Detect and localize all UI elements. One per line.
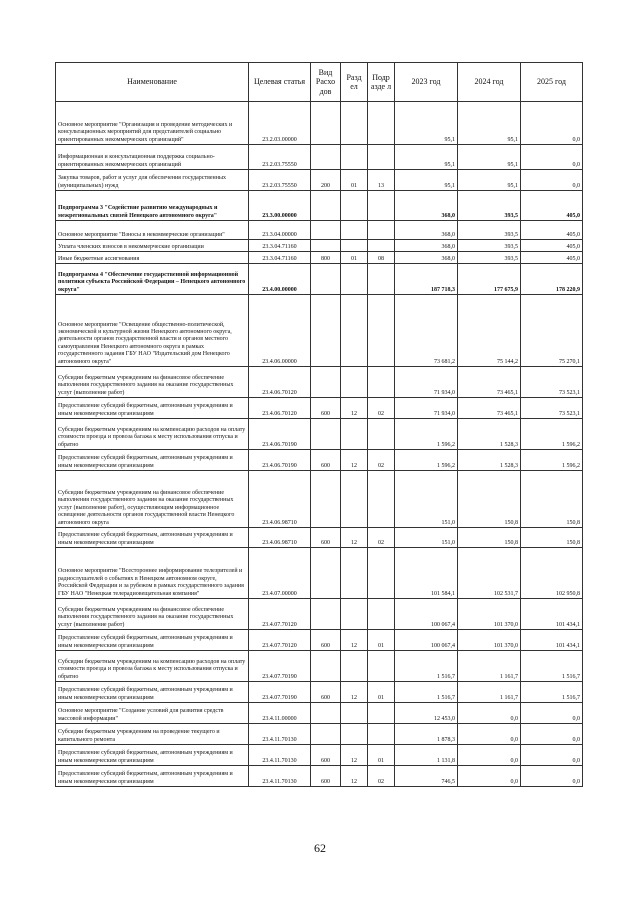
cell-expense-type bbox=[311, 703, 341, 724]
cell-subsection bbox=[368, 102, 395, 145]
cell-section bbox=[341, 471, 368, 528]
cell-expense-type: 200 bbox=[311, 170, 341, 191]
table-row bbox=[56, 295, 583, 367]
cell-year-2023: 1 516,7 bbox=[395, 682, 458, 703]
cell-year-2024: 1 161,7 bbox=[458, 682, 521, 703]
cell-year-2024: 1 528,3 bbox=[458, 419, 521, 450]
cell-subsection bbox=[368, 471, 395, 528]
cell-year-2025: 1 516,7 bbox=[521, 651, 583, 682]
cell-section: 12 bbox=[341, 398, 368, 419]
table-row bbox=[56, 145, 583, 170]
table-row bbox=[56, 471, 583, 528]
cell-year-2023: 187 718,3 bbox=[395, 264, 458, 295]
cell-year-2025: 1 596,2 bbox=[521, 419, 583, 450]
table-row bbox=[56, 240, 583, 252]
cell-target-article: 23.4.07.70190 bbox=[249, 651, 311, 682]
cell-target-article: 23.3.00.00000 bbox=[249, 191, 311, 221]
cell-year-2024: 0,0 bbox=[458, 745, 521, 766]
cell-name: Иные бюджетные ассигнования bbox=[56, 252, 249, 264]
cell-year-2024: 150,8 bbox=[458, 471, 521, 528]
cell-expense-type bbox=[311, 367, 341, 398]
cell-year-2023: 368,0 bbox=[395, 240, 458, 252]
cell-subsection bbox=[368, 145, 395, 170]
table-body bbox=[56, 102, 583, 787]
cell-name: Предоставление субсидий бюджетным, автономным учреждениям и иным некоммерческим организациям bbox=[56, 398, 249, 419]
cell-expense-type: 600 bbox=[311, 766, 341, 787]
cell-year-2024: 95,1 bbox=[458, 145, 521, 170]
cell-year-2025: 73 523,1 bbox=[521, 367, 583, 398]
cell-name: Закупка товаров, работ и услуг для обеспечения государственных (муниципальных) нужд bbox=[56, 170, 249, 191]
cell-target-article: 23.4.06.70190 bbox=[249, 419, 311, 450]
cell-name: Предоставление субсидий бюджетным, автономным учреждениям и иным некоммерческим организациям bbox=[56, 682, 249, 703]
table-row bbox=[56, 745, 583, 766]
cell-expense-type bbox=[311, 264, 341, 295]
cell-name: Подпрограмма 4 "Обеспечение государственной информационной политики субъекта Российской Федерации – Ненецкого автономного округа" bbox=[56, 264, 249, 295]
cell-expense-type bbox=[311, 221, 341, 240]
header-target-article: Целевая статья bbox=[249, 63, 311, 102]
cell-expense-type: 600 bbox=[311, 630, 341, 651]
cell-subsection bbox=[368, 191, 395, 221]
cell-target-article: 23.4.07.00000 bbox=[249, 548, 311, 599]
cell-name: Предоставление субсидий бюджетным, автономным учреждениям и иным некоммерческим организациям bbox=[56, 745, 249, 766]
cell-target-article: 23.4.11.70130 bbox=[249, 745, 311, 766]
cell-expense-type bbox=[311, 548, 341, 599]
cell-year-2023: 368,0 bbox=[395, 191, 458, 221]
cell-name: Информационная и консультационная поддержка социально-ориентированных некоммерческих организаций bbox=[56, 145, 249, 170]
cell-target-article: 23.4.07.70120 bbox=[249, 630, 311, 651]
table-row bbox=[56, 398, 583, 419]
header-name: Наименование bbox=[56, 63, 249, 102]
cell-year-2024: 102 531,7 bbox=[458, 548, 521, 599]
cell-year-2024: 393,5 bbox=[458, 221, 521, 240]
cell-year-2023: 95,1 bbox=[395, 145, 458, 170]
cell-year-2023: 12 453,0 bbox=[395, 703, 458, 724]
cell-name: Предоставление субсидий бюджетным, автономным учреждениям и иным некоммерческим организациям bbox=[56, 630, 249, 651]
cell-year-2025: 405,0 bbox=[521, 191, 583, 221]
cell-section bbox=[341, 703, 368, 724]
cell-year-2024: 393,5 bbox=[458, 240, 521, 252]
cell-name: Основное мероприятие "Организация и проведение методических и консультационных мероприятий для представителей социально ориентированных некоммерческих организаций" bbox=[56, 102, 249, 145]
cell-expense-type bbox=[311, 471, 341, 528]
cell-target-article: 23.4.06.00000 bbox=[249, 295, 311, 367]
table-row bbox=[56, 450, 583, 471]
cell-expense-type bbox=[311, 724, 341, 745]
cell-expense-type bbox=[311, 240, 341, 252]
table-row bbox=[56, 651, 583, 682]
cell-target-article: 23.2.03.00000 bbox=[249, 102, 311, 145]
cell-subsection: 01 bbox=[368, 630, 395, 651]
cell-target-article: 23.4.11.70130 bbox=[249, 724, 311, 745]
cell-year-2024: 1 528,3 bbox=[458, 450, 521, 471]
cell-year-2023: 95,1 bbox=[395, 102, 458, 145]
cell-year-2024: 95,1 bbox=[458, 170, 521, 191]
cell-subsection bbox=[368, 548, 395, 599]
cell-expense-type bbox=[311, 191, 341, 221]
table-row bbox=[56, 252, 583, 264]
cell-year-2023: 100 067,4 bbox=[395, 599, 458, 630]
cell-expense-type: 600 bbox=[311, 528, 341, 548]
cell-section bbox=[341, 724, 368, 745]
cell-expense-type bbox=[311, 295, 341, 367]
cell-section: 12 bbox=[341, 450, 368, 471]
budget-table bbox=[55, 62, 583, 787]
cell-name: Основное мероприятие "Создание условий для развития средств массовой информации" bbox=[56, 703, 249, 724]
cell-year-2024: 95,1 bbox=[458, 102, 521, 145]
cell-year-2023: 1 131,8 bbox=[395, 745, 458, 766]
table-row bbox=[56, 170, 583, 191]
cell-expense-type: 600 bbox=[311, 398, 341, 419]
cell-expense-type: 600 bbox=[311, 450, 341, 471]
cell-year-2025: 0,0 bbox=[521, 724, 583, 745]
cell-section bbox=[341, 221, 368, 240]
cell-year-2024: 75 144,2 bbox=[458, 295, 521, 367]
cell-name: Субсидии бюджетным учреждениям на финансовое обеспечение выполнения государственного задания на оказание государственных услуг (выполнение работ), осуществляющим информационное освещение деятельности органов государственной власти Ненецкого автономного округа bbox=[56, 471, 249, 528]
cell-target-article: 23.3.04.71160 bbox=[249, 252, 311, 264]
table-row bbox=[56, 419, 583, 450]
cell-year-2024: 1 161,7 bbox=[458, 651, 521, 682]
cell-expense-type: 600 bbox=[311, 682, 341, 703]
cell-year-2023: 101 584,1 bbox=[395, 548, 458, 599]
cell-year-2024: 0,0 bbox=[458, 766, 521, 787]
cell-year-2025: 405,0 bbox=[521, 221, 583, 240]
table-row bbox=[56, 682, 583, 703]
cell-subsection: 08 bbox=[368, 252, 395, 264]
cell-target-article: 23.4.00.00000 bbox=[249, 264, 311, 295]
cell-name: Предоставление субсидий бюджетным, автономным учреждениям и иным некоммерческим организациям bbox=[56, 450, 249, 471]
header-year-2023: 2023 год bbox=[395, 63, 458, 102]
cell-subsection bbox=[368, 367, 395, 398]
cell-year-2025: 150,8 bbox=[521, 471, 583, 528]
cell-target-article: 23.4.06.98710 bbox=[249, 471, 311, 528]
cell-target-article: 23.2.03.75550 bbox=[249, 145, 311, 170]
cell-subsection bbox=[368, 221, 395, 240]
cell-subsection bbox=[368, 295, 395, 367]
table-row bbox=[56, 367, 583, 398]
cell-year-2025: 150,8 bbox=[521, 528, 583, 548]
cell-subsection: 02 bbox=[368, 766, 395, 787]
table-row bbox=[56, 102, 583, 145]
cell-target-article: 23.4.06.70120 bbox=[249, 367, 311, 398]
cell-section bbox=[341, 191, 368, 221]
table-row bbox=[56, 724, 583, 745]
cell-year-2025: 101 434,1 bbox=[521, 599, 583, 630]
cell-target-article: 23.4.11.70130 bbox=[249, 766, 311, 787]
cell-section bbox=[341, 240, 368, 252]
cell-subsection bbox=[368, 419, 395, 450]
header-section: Разд ел bbox=[341, 63, 368, 102]
cell-name: Субсидии бюджетным учреждениям на проведение текущего и капитального ремонта bbox=[56, 724, 249, 745]
table-row bbox=[56, 221, 583, 240]
cell-name: Уплата членских взносов в некоммерческие организации bbox=[56, 240, 249, 252]
cell-target-article: 23.4.07.70120 bbox=[249, 599, 311, 630]
cell-subsection bbox=[368, 651, 395, 682]
cell-section: 01 bbox=[341, 252, 368, 264]
cell-section bbox=[341, 295, 368, 367]
cell-subsection bbox=[368, 724, 395, 745]
cell-section bbox=[341, 651, 368, 682]
cell-name: Основное мероприятие "Всестороннее информирование телезрителей и радиослушателей о событиях в Ненецком автономном округе, Российской Федерации и за рубежом в рамках государственного задания ГБУ НАО "Ненецкая телерадиовещательная компания" bbox=[56, 548, 249, 599]
cell-year-2025: 102 950,8 bbox=[521, 548, 583, 599]
cell-section: 12 bbox=[341, 682, 368, 703]
cell-expense-type bbox=[311, 102, 341, 145]
cell-year-2024: 0,0 bbox=[458, 703, 521, 724]
cell-target-article: 23.4.07.70190 bbox=[249, 682, 311, 703]
cell-year-2025: 1 516,7 bbox=[521, 682, 583, 703]
cell-year-2024: 393,5 bbox=[458, 191, 521, 221]
table-row bbox=[56, 703, 583, 724]
cell-year-2024: 393,5 bbox=[458, 252, 521, 264]
cell-year-2025: 0,0 bbox=[521, 745, 583, 766]
cell-name: Подпрограмма 3 "Содействие развитию международных и межрегиональных связей Ненецкого автономного округа" bbox=[56, 191, 249, 221]
cell-section bbox=[341, 599, 368, 630]
cell-year-2023: 71 934,0 bbox=[395, 398, 458, 419]
cell-year-2023: 368,0 bbox=[395, 221, 458, 240]
cell-target-article: 23.3.04.00000 bbox=[249, 221, 311, 240]
cell-year-2025: 75 270,1 bbox=[521, 295, 583, 367]
cell-year-2023: 1 596,2 bbox=[395, 450, 458, 471]
cell-section bbox=[341, 264, 368, 295]
table-row bbox=[56, 548, 583, 599]
header-year-2025: 2025 год bbox=[521, 63, 583, 102]
cell-section bbox=[341, 145, 368, 170]
cell-year-2024: 73 465,1 bbox=[458, 398, 521, 419]
cell-expense-type: 600 bbox=[311, 745, 341, 766]
cell-target-article: 23.3.04.71160 bbox=[249, 240, 311, 252]
cell-year-2023: 746,5 bbox=[395, 766, 458, 787]
cell-year-2025: 0,0 bbox=[521, 703, 583, 724]
cell-name: Предоставление субсидий бюджетным, автономным учреждениям и иным некоммерческим организациям bbox=[56, 766, 249, 787]
page-number: 62 bbox=[314, 841, 326, 855]
cell-expense-type bbox=[311, 599, 341, 630]
cell-section: 12 bbox=[341, 745, 368, 766]
cell-name: Основное мероприятие "Освещение общественно-политической, экономической и культурной жизни Ненецкого автономного округа, деятельности органов государственной власти и органов местного самоуправления Ненецкого автономного округа в рамках государственного задания ГБУ НАО "Издательский дом Ненецкого автономного округа" bbox=[56, 295, 249, 367]
cell-year-2024: 101 370,0 bbox=[458, 630, 521, 651]
cell-year-2023: 100 067,4 bbox=[395, 630, 458, 651]
table-row bbox=[56, 264, 583, 295]
cell-year-2023: 1 878,3 bbox=[395, 724, 458, 745]
cell-section bbox=[341, 102, 368, 145]
table-row bbox=[56, 766, 583, 787]
table-header-row bbox=[56, 63, 583, 102]
cell-year-2025: 1 596,2 bbox=[521, 450, 583, 471]
cell-target-article: 23.4.06.98710 bbox=[249, 528, 311, 548]
cell-subsection bbox=[368, 599, 395, 630]
cell-year-2024: 101 370,0 bbox=[458, 599, 521, 630]
cell-year-2025: 0,0 bbox=[521, 145, 583, 170]
table-row bbox=[56, 528, 583, 548]
cell-section bbox=[341, 367, 368, 398]
cell-subsection: 02 bbox=[368, 528, 395, 548]
header-expense-type: Вид Расхо дов bbox=[311, 63, 341, 102]
cell-target-article: 23.4.11.00000 bbox=[249, 703, 311, 724]
cell-year-2025: 178 220,9 bbox=[521, 264, 583, 295]
header-subsection: Подр азде л bbox=[368, 63, 395, 102]
cell-expense-type bbox=[311, 145, 341, 170]
cell-name: Субсидии бюджетным учреждениям на финансовое обеспечение выполнения государственного задания на оказание государственных услуг (выполнение работ) bbox=[56, 599, 249, 630]
cell-year-2024: 0,0 bbox=[458, 724, 521, 745]
cell-subsection: 01 bbox=[368, 745, 395, 766]
cell-year-2023: 71 934,0 bbox=[395, 367, 458, 398]
cell-year-2024: 73 465,1 bbox=[458, 367, 521, 398]
cell-year-2025: 101 434,1 bbox=[521, 630, 583, 651]
cell-subsection: 02 bbox=[368, 398, 395, 419]
cell-year-2024: 177 675,9 bbox=[458, 264, 521, 295]
cell-subsection bbox=[368, 703, 395, 724]
cell-year-2025: 0,0 bbox=[521, 170, 583, 191]
cell-subsection: 02 bbox=[368, 450, 395, 471]
cell-subsection bbox=[368, 240, 395, 252]
cell-year-2023: 151,0 bbox=[395, 528, 458, 548]
cell-section: 12 bbox=[341, 630, 368, 651]
cell-expense-type: 800 bbox=[311, 252, 341, 264]
cell-year-2025: 405,0 bbox=[521, 252, 583, 264]
header-year-2024: 2024 год bbox=[458, 63, 521, 102]
cell-target-article: 23.4.06.70120 bbox=[249, 398, 311, 419]
cell-year-2023: 368,0 bbox=[395, 252, 458, 264]
cell-year-2023: 1 516,7 bbox=[395, 651, 458, 682]
cell-year-2023: 1 596,2 bbox=[395, 419, 458, 450]
cell-name: Субсидии бюджетным учреждениям на финансовое обеспечение выполнения государственного задания на оказание государственных услуг (выполнение работ) bbox=[56, 367, 249, 398]
table-row bbox=[56, 599, 583, 630]
cell-year-2025: 405,0 bbox=[521, 240, 583, 252]
cell-year-2023: 73 681,2 bbox=[395, 295, 458, 367]
cell-subsection bbox=[368, 264, 395, 295]
cell-section: 12 bbox=[341, 766, 368, 787]
cell-year-2025: 0,0 bbox=[521, 102, 583, 145]
table-row bbox=[56, 191, 583, 221]
cell-expense-type bbox=[311, 419, 341, 450]
cell-section: 12 bbox=[341, 528, 368, 548]
cell-year-2023: 151,0 bbox=[395, 471, 458, 528]
cell-name: Субсидии бюджетным учреждениям на компенсацию расходов на оплату стоимости проезда и провоза багажа к месту использования отпуска и обратно bbox=[56, 651, 249, 682]
cell-year-2025: 73 523,1 bbox=[521, 398, 583, 419]
cell-name: Основное мероприятие "Взносы в некоммерческие организации" bbox=[56, 221, 249, 240]
cell-target-article: 23.4.06.70190 bbox=[249, 450, 311, 471]
cell-target-article: 23.2.03.75550 bbox=[249, 170, 311, 191]
cell-year-2024: 150,8 bbox=[458, 528, 521, 548]
cell-name: Предоставление субсидий бюджетным, автономным учреждениям и иным некоммерческим организациям bbox=[56, 528, 249, 548]
cell-expense-type bbox=[311, 651, 341, 682]
cell-subsection: 13 bbox=[368, 170, 395, 191]
cell-name: Субсидии бюджетным учреждениям на компенсацию расходов на оплату стоимости проезда и провоза багажа к месту использования отпуска и обратно bbox=[56, 419, 249, 450]
cell-section bbox=[341, 548, 368, 599]
cell-year-2025: 0,0 bbox=[521, 766, 583, 787]
cell-section: 01 bbox=[341, 170, 368, 191]
cell-subsection: 01 bbox=[368, 682, 395, 703]
table-row bbox=[56, 630, 583, 651]
budget-table-sheet bbox=[55, 62, 582, 787]
cell-section bbox=[341, 419, 368, 450]
cell-year-2023: 95,1 bbox=[395, 170, 458, 191]
